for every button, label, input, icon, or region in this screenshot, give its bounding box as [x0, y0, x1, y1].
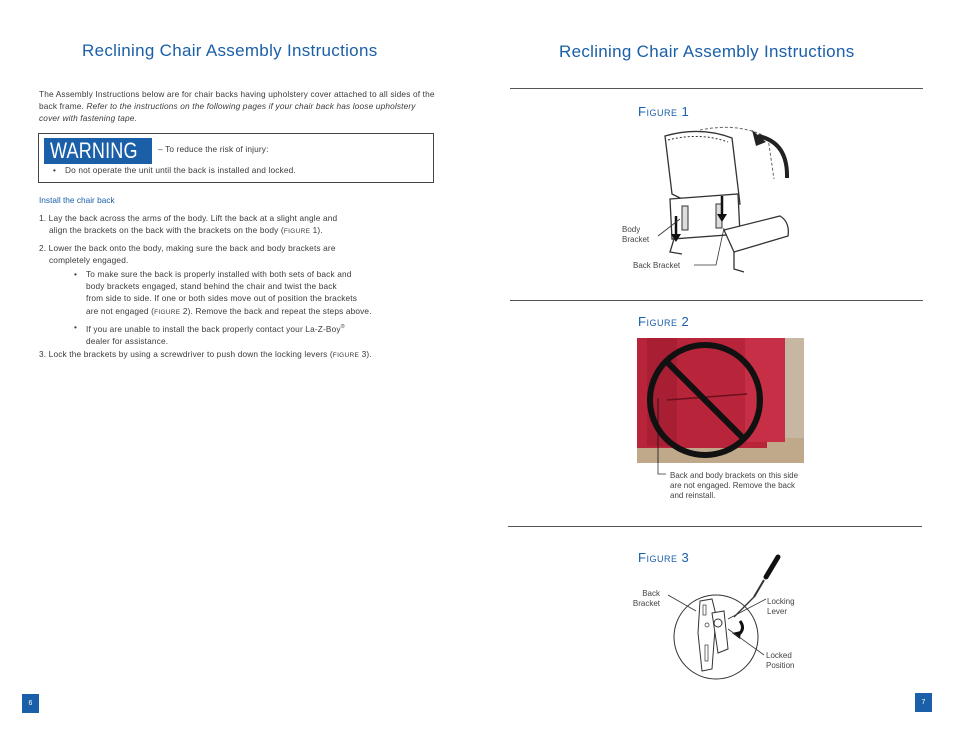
right-page-number: 7: [915, 693, 932, 712]
warning-bullet-item: • Do not operate the unit until the back is installed and locked.: [53, 164, 296, 176]
registered-mark: ®: [340, 323, 345, 330]
step-1-figure-ref: FIGURE: [283, 228, 311, 236]
step-2-line-1: 2. Lower the back onto the body, making sure the back and body brackets are: [39, 243, 336, 253]
sub-bullet-1: [74, 268, 372, 319]
warning-risk-text: – To reduce the risk of injury:: [158, 144, 269, 154]
intro-italic-text: Refer to the instructions on the following pages if your chair back has loose upholstery cover with fastening tape.: [39, 101, 416, 124]
step-3-figure-ref: FIGURE: [332, 352, 360, 359]
step-2: [39, 242, 336, 266]
sub-bullet-2-text: If you are unable to install the back properly contact your La-Z-Boy: [86, 323, 341, 334]
figure-3-label-back-bracket: Back Bracket: [632, 589, 660, 608]
sub-bullet-1-tail: 2). Remove the back and repeat the steps above.: [180, 305, 372, 316]
left-page-title: Reclining Chair Assembly Instructions: [82, 41, 378, 60]
divider-top: [510, 88, 923, 89]
section-heading: Install the chair back: [39, 195, 115, 205]
sub-bullet-1-line-1: • To make sure the back is properly installed with both sets of back and: [86, 269, 352, 279]
step-3: [39, 348, 372, 362]
right-page-title: Reclining Chair Assembly Instructions: [559, 42, 855, 61]
warning-bullet-list: [53, 164, 296, 176]
step-3-text: 3. Lock the brackets by using a screwdriver to push down the locking levers (: [39, 349, 333, 359]
step-1-line-1: 1. Lay the back across the arms of the body. Lift the back at a slight angle and: [39, 213, 338, 223]
figure-1-title: Figure 1: [638, 104, 690, 119]
step-3-tail: 3).: [359, 349, 372, 359]
sub-bullet-2: [74, 321, 372, 347]
sub-bullet-1-text: are not engaged (: [86, 305, 155, 316]
intro-paragraph: [39, 88, 439, 125]
sub-bullet-1-figure-ref: FIGURE: [154, 308, 181, 316]
step-2-line-2: completely engaged.: [49, 255, 129, 266]
divider-middle: [510, 300, 923, 301]
step-1-text: align the brackets on the back with the brackets on the body (: [49, 225, 284, 236]
step-1-line-2: [39, 224, 337, 238]
figure-3-label-locked-position: Locked Position: [766, 651, 795, 670]
figure-2-photo: [637, 338, 804, 463]
figure-1-label-body-bracket: Body Bracket: [622, 225, 650, 244]
figure-3-label-locking-lever: Locking Lever: [767, 597, 795, 616]
sub-bullet-1-line-3: from side to side. If one or both sides move out of position the brackets: [86, 293, 358, 304]
figure-3-title: Figure 3: [638, 550, 690, 565]
warning-badge: [44, 138, 152, 164]
sub-bullet-1-line-2: body brackets engaged, stand behind the chair and twist the back: [86, 281, 337, 292]
left-page-number: 6: [22, 694, 39, 713]
sub-bullet-2-line-2: dealer for assistance.: [86, 335, 169, 346]
figure-1-label-back-bracket: Back Bracket: [633, 261, 681, 270]
figure-2-title: Figure 2: [638, 314, 690, 329]
step-2-sublist: [74, 268, 372, 347]
step-1-figure-num: 1).: [310, 225, 323, 236]
figure-2-leader-line: [654, 460, 668, 478]
warning-word: WARNING: [50, 138, 138, 163]
intro-plain-text: The Assembly Instructions below are for chair backs having upholstery cover attached to all sides of the back frame.: [39, 89, 435, 112]
figure-2-caption: Back and body brackets on this side are not engaged. Remove the back and reinstall.: [670, 471, 799, 500]
step-1: [39, 212, 337, 238]
sub-bullet-2-line-1: [86, 321, 372, 335]
divider-bottom: [508, 526, 922, 527]
sub-bullet-1-line-4: [86, 305, 372, 319]
warning-box: [38, 133, 434, 183]
